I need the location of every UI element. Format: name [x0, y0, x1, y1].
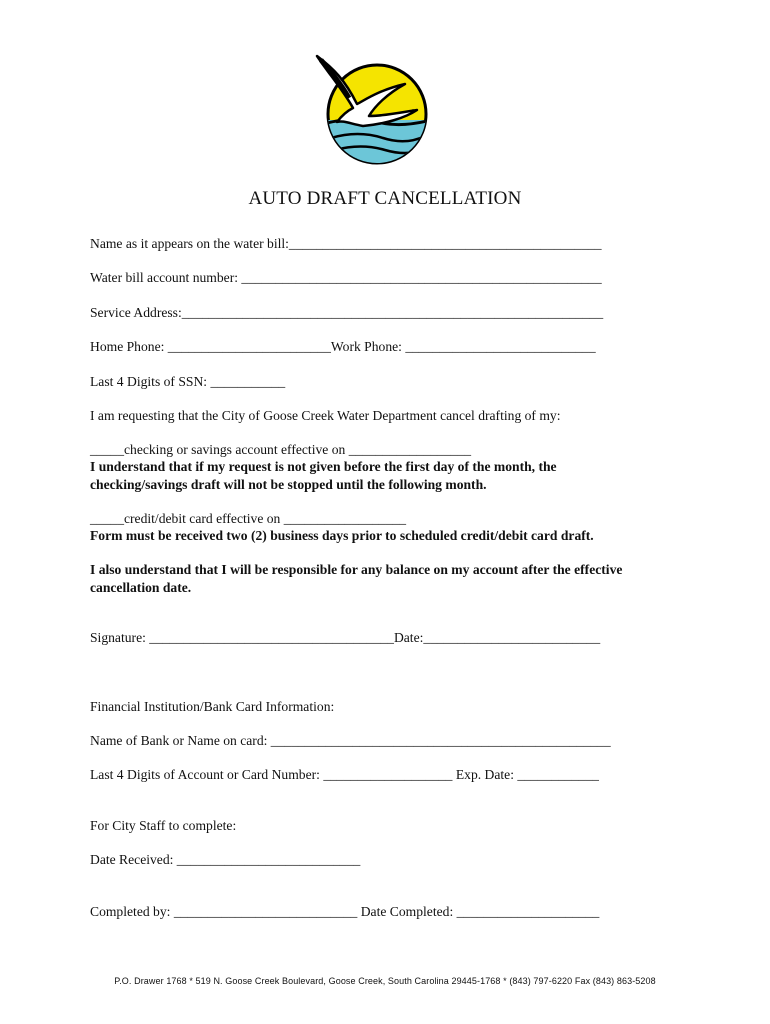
completed-by-field[interactable]: Completed by: ___________________________ Date Completed: _____________________: [90, 904, 600, 919]
city-staff-heading: For City Staff to complete:: [90, 818, 237, 833]
balance-notice-line1: I also understand that I will be responsible for any balance on my account after the effective: [90, 562, 623, 577]
city-logo-icon: [313, 50, 435, 172]
ssn-last4-field[interactable]: Last 4 Digits of SSN: ___________: [90, 374, 286, 389]
credit-debit-option[interactable]: _____credit/debit card effective on __________________: [90, 511, 407, 526]
date-received-field[interactable]: Date Received: ___________________________: [90, 852, 361, 867]
form-title: AUTO DRAFT CANCELLATION: [248, 188, 522, 209]
account-number-field[interactable]: Water bill account number: _____________________________________________________: [90, 270, 602, 285]
name-on-bill-field[interactable]: Name as it appears on the water bill:______________________________________________: [90, 236, 602, 251]
phone-fields[interactable]: Home Phone: ________________________Work Phone: ____________________________: [90, 339, 596, 354]
signature-date-field[interactable]: Signature: ____________________________________Date:__________________________: [90, 630, 601, 645]
bank-name-field[interactable]: Name of Bank or Name on card: __________________________________________________: [90, 733, 611, 748]
balance-notice-line2: cancellation date.: [90, 580, 192, 595]
checking-savings-option[interactable]: _____checking or savings account effective on __________________: [90, 442, 472, 457]
card-last4-exp-field[interactable]: Last 4 Digits of Account or Card Number: ___________________ Exp. Date: ____________: [90, 767, 599, 782]
request-statement: I am requesting that the City of Goose Creek Water Department cancel drafting of my:: [90, 408, 561, 423]
footer-contact: P.O. Drawer 1768 * 519 N. Goose Creek Boulevard, Goose Creek, South Carolina 29445-1768 * (843) 797-6220 Fax (843) 863-5208: [114, 976, 656, 986]
checking-notice-line1: I understand that if my request is not given before the first day of the month, the: [90, 459, 557, 474]
checking-notice-line2: checking/savings draft will not be stopped until the following month.: [90, 477, 487, 492]
bank-info-heading: Financial Institution/Bank Card Information:: [90, 699, 335, 714]
service-address-field[interactable]: Service Address:______________________________________________________________: [90, 305, 604, 320]
card-notice: Form must be received two (2) business days prior to scheduled credit/debit card draft.: [90, 528, 594, 543]
